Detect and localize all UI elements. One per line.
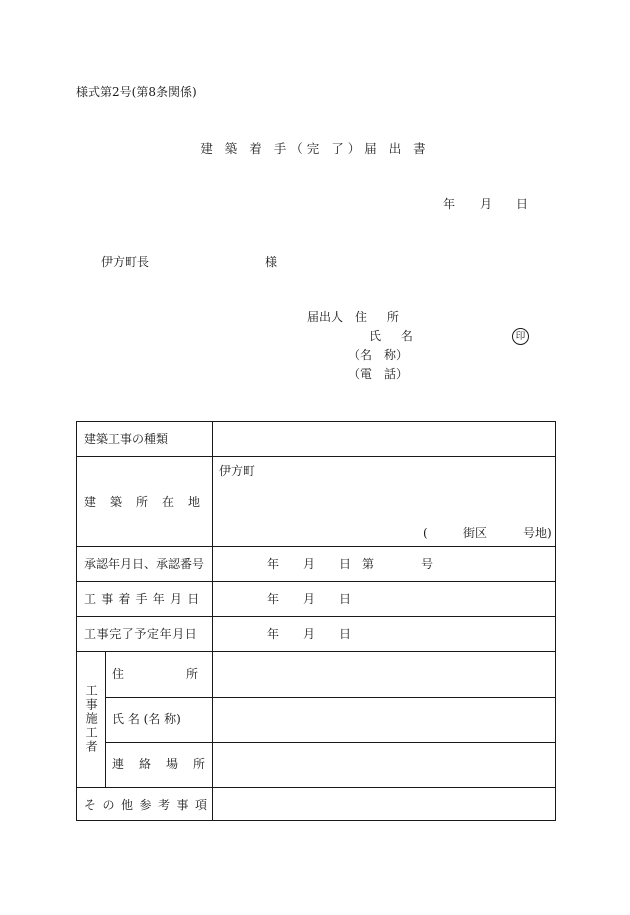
completion-month-label: 月 — [303, 627, 316, 641]
label-other-notes: その他参考事項 — [84, 798, 214, 812]
contractor-group-text: 工事施工者 — [84, 684, 99, 754]
start-year-label: 年 — [267, 592, 280, 606]
approval-no-label: 第 — [362, 557, 375, 571]
row-divider — [105, 697, 555, 698]
label-approval: 承認年月日、承認番号 — [84, 557, 205, 571]
seal-mark-icon: 印 — [512, 328, 529, 345]
contractor-group-label — [77, 651, 105, 787]
approval-year-label: 年 — [267, 557, 280, 571]
date-year-label: 年 — [443, 197, 456, 211]
date-day-label: 日 — [516, 197, 529, 211]
addressee-honorific: 様 — [265, 255, 278, 269]
row-divider — [77, 456, 555, 457]
column-divider — [105, 651, 106, 787]
date-month-label: 月 — [480, 197, 493, 211]
row-divider — [105, 742, 555, 743]
label-start-date: 工事着手年月日 — [84, 592, 205, 606]
addressee-name: 伊方町長 — [101, 255, 150, 269]
notifier-corp-label: （名 称） — [348, 348, 409, 362]
approval-go-label: 号 — [421, 557, 434, 571]
site-paren-open: ( — [423, 526, 428, 540]
approval-day-label: 日 — [339, 557, 352, 571]
site-town: 伊方町 — [219, 464, 256, 478]
notification-table — [76, 421, 556, 821]
site-block-label: 街区 — [463, 526, 488, 540]
form-number: 様式第2号(第8条関係) — [76, 85, 197, 99]
start-month-label: 月 — [303, 592, 316, 606]
row-divider — [77, 546, 555, 547]
row-divider — [77, 581, 555, 582]
notifier-name-label: 氏 名 — [369, 329, 421, 343]
label-contractor-contact: 連絡場所 — [112, 757, 221, 771]
completion-day-label: 日 — [339, 627, 352, 641]
notifier-label: 届出人 — [307, 310, 344, 324]
site-lot-label: 号地) — [523, 526, 552, 540]
label-text: 建築工事の種類 — [84, 432, 169, 446]
row-divider — [77, 651, 555, 652]
completion-year-label: 年 — [267, 627, 280, 641]
label-contractor-name: 氏 名 (名 称) — [112, 712, 181, 726]
row-divider — [77, 787, 555, 788]
label-completion-date: 工事完了予定年月日 — [84, 627, 198, 641]
document-title: 建 築 着 手（完 了）届 出 書 — [200, 141, 430, 156]
label-contractor-address: 住所 — [112, 667, 261, 681]
notifier-phone-label: （電 話） — [348, 367, 409, 381]
notifier-address-label: 住 所 — [355, 310, 407, 324]
label-construction-type — [84, 433, 206, 445]
row-divider — [77, 616, 555, 617]
start-day-label: 日 — [339, 592, 352, 606]
label-site-location: 建築所在地 — [84, 495, 215, 509]
approval-month-label: 月 — [303, 557, 316, 571]
